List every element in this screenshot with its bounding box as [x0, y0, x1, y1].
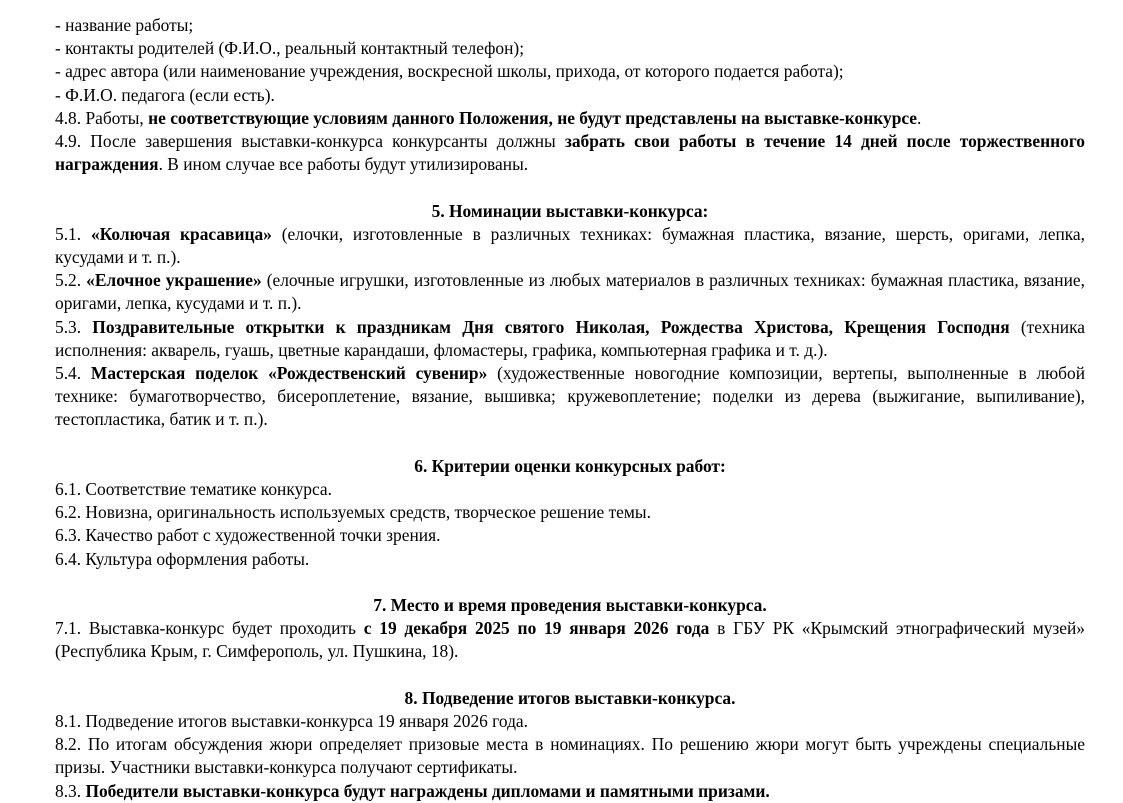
section-8-heading: 8. Подведение итогов выставки-конкурса.	[404, 687, 736, 708]
clause-4-8-bold: не соответствующие условиям данного Положения, не будут представлены на выставке-конкурсе	[148, 107, 918, 128]
nomination-5-2-description: (елочные игрушки, изготовленные из любых материалов в различных техниках: бумажная пластика, вязание, оригами, лепка, кусудами и т. п.).	[55, 270, 1085, 314]
section-6-heading: 6. Критерии оценки конкурсных работ:	[414, 455, 726, 476]
clause-8-3-bold: Победители выставки-конкурса будут награждены дипломами и памятными призами.	[85, 780, 770, 801]
nomination-5-2-title: «Елочное украшение»	[86, 270, 262, 291]
clause-4-9-tail: . В ином случае все работы будут утилизированы.	[158, 154, 529, 175]
clause-7-1-dates: с 19 декабря 2025 по 19 января 2026 года	[363, 618, 710, 639]
nomination-5-1-title: «Колючая красавица»	[90, 223, 272, 244]
nomination-5-4-description: (художественные новогодние композиции, вертепы, выполненные в любой технике: бумаготворчество, бисероплетение, вязание, вышивка; кружевоплетение; поделки из дерева (выжигание, выпиливание), тестопластика, батик и т. п.).	[55, 363, 1086, 430]
clause-8-2: 8.2. По итогам обсуждения жюри определяет призовые места в номинациях. По решению жюри могут быть учреждены специальные призы. Участники выставки-конкурса получают сертификаты.	[55, 734, 1085, 778]
clause-4-9-number: 4.9.	[55, 131, 91, 152]
clause-4-9	[55, 130, 1085, 176]
clause-7-1-lead: Выставка-конкурс будет проходить	[88, 618, 364, 639]
nomination-5-3	[55, 316, 1085, 362]
nomination-5-1	[55, 223, 1085, 269]
spacer	[55, 571, 1085, 594]
clause-4-8-lead: Работы,	[85, 107, 149, 128]
clause-7-1-number: 7.1.	[55, 618, 89, 639]
clause-4-9-bold: забрать свои работы в течение 14 дней после торжественного награждения	[55, 131, 1086, 175]
nomination-5-3-number: 5.3.	[55, 316, 93, 337]
spacer	[55, 432, 1085, 455]
bullet-item-author-address: - адрес автора (или наименование учреждения, воскресной школы, прихода, от которого подается работа);	[55, 61, 844, 82]
clause-8-3	[55, 780, 1085, 803]
nomination-5-4-title: Мастерская поделок «Рождественский сувенир»	[90, 363, 488, 384]
clause-7-1	[55, 617, 1085, 663]
nomination-5-3-title: Поздравительные открытки к праздникам Дня святого Николая, Рождества Христова, Крещения Господня	[92, 316, 1010, 337]
clause-4-8-tail: .	[917, 107, 922, 128]
nomination-5-1-description: (елочки, изготовленные в различных техниках: бумажная пластика, вязание, шерсть, оригами, лепка, кусудами и т. п.).	[55, 223, 1086, 268]
spacer	[55, 176, 1085, 199]
clause-7-1-venue: в ГБУ РК «Крымский этнографический музей» (Республика Крым, г. Симферополь, ул. Пушкина, 18).	[55, 618, 1085, 662]
clause-4-9-lead: После завершения выставки-конкурса конкурсанты должны	[90, 131, 565, 152]
nomination-5-3-description: (техника исполнения: акварель, гуашь, цветные карандаши, фломастеры, графика, компьютерная графика и т. д.).	[55, 316, 1085, 360]
bullet-item-title: - название работы;	[55, 15, 194, 35]
clause-4-8-number: 4.8.	[55, 107, 86, 128]
bullet-item-teacher-name: - Ф.И.О. педагога (если есть).	[55, 84, 275, 105]
criterion-6-1: 6.1. Соответствие тематике конкурса.	[55, 479, 332, 500]
nomination-5-1-number: 5.1.	[55, 223, 91, 244]
criterion-6-2: 6.2. Новизна, оригинальность используемых средств, творческое решение темы.	[55, 502, 651, 523]
nomination-5-2	[55, 269, 1085, 315]
nomination-5-4	[55, 362, 1085, 432]
document-body	[55, 14, 1085, 803]
clause-8-3-number: 8.3.	[55, 780, 86, 801]
criterion-6-4: 6.4. Культура оформления работы.	[55, 548, 310, 569]
nomination-5-4-number: 5.4.	[55, 363, 91, 384]
clause-4-8	[55, 107, 1085, 130]
section-7-heading: 7. Место и время проведения выставки-конкурса.	[373, 595, 767, 616]
spacer	[55, 664, 1085, 687]
criterion-6-3: 6.3. Качество работ с художественной точки зрения.	[55, 525, 441, 546]
clause-8-1: 8.1. Подведение итогов выставки-конкурса 19 января 2026 года.	[55, 711, 528, 732]
nomination-5-2-number: 5.2.	[55, 270, 87, 291]
bullet-item-parent-contacts: - контакты родителей (Ф.И.О., реальный контактный телефон);	[55, 38, 525, 59]
section-5-heading: 5. Номинации выставки-конкурса:	[431, 200, 709, 221]
